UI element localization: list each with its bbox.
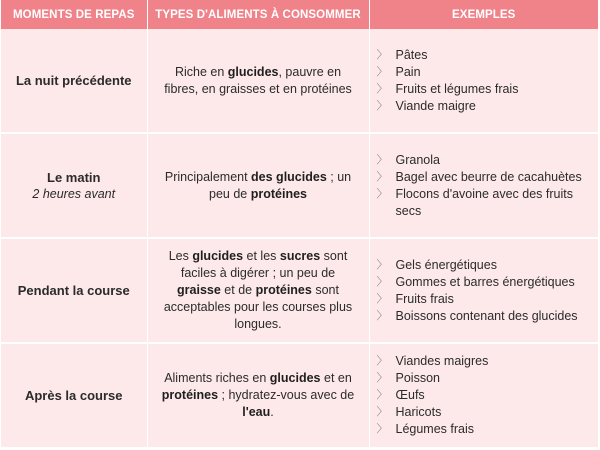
example-text: Haricots	[395, 405, 442, 419]
table-row	[1, 133, 598, 238]
list-item	[376, 257, 593, 274]
food-type-keyword: graisse	[177, 283, 221, 297]
examples-cell	[369, 238, 598, 343]
food-type-text: Aliments riches en	[164, 371, 270, 385]
food-type-keyword: l'eau	[242, 405, 271, 419]
chevron-right-icon: 〉	[376, 355, 388, 367]
meal-timing-table	[1, 0, 598, 449]
chevron-right-icon: 〉	[376, 170, 388, 183]
food-type-text: Riche en	[174, 64, 228, 79]
chevron-right-icon: 〉	[376, 48, 388, 61]
chevron-right-icon: 〉	[376, 275, 388, 288]
food-type-text: Les	[168, 249, 193, 263]
example-text: Gommes et barres énergétiques	[395, 274, 575, 289]
food-type-keyword: glucides	[192, 249, 244, 263]
food-type-text: sont faciles à digérer ; un peu de	[180, 249, 348, 280]
list-item	[376, 47, 593, 64]
example-text: Légumes frais	[395, 422, 475, 436]
examples-list	[376, 152, 593, 220]
example-text: Fruits et légumes frais	[395, 81, 519, 96]
examples-list	[376, 257, 593, 325]
food-types-cell	[147, 238, 369, 343]
meal-moment-sublabel: 2 heures avant	[32, 186, 116, 201]
list-item	[376, 81, 593, 98]
list-item	[376, 353, 593, 370]
list-item	[376, 169, 593, 186]
chevron-right-icon: 〉	[376, 309, 388, 322]
food-type-keyword: protéines	[250, 186, 307, 201]
food-type-text: .	[270, 405, 274, 419]
food-type-keyword: glucides	[227, 64, 279, 79]
examples-list	[376, 47, 593, 115]
food-type-text: et en	[320, 371, 352, 385]
header-food-types: TYPES D'ALIMENTS À CONSOMMER	[147, 0, 369, 29]
chevron-right-icon: 〉	[376, 292, 388, 305]
examples-cell	[369, 133, 598, 238]
list-item	[376, 64, 593, 81]
food-type-text: ; hydratez-vous avec de	[218, 388, 355, 402]
food-type-text: et les	[243, 249, 280, 263]
example-text: Flocons d'avoine avec des fruits secs	[395, 186, 573, 218]
examples-list	[376, 353, 593, 438]
header-moments: MOMENTS DE REPAS	[1, 0, 147, 29]
food-type-text: sont acceptables pour les courses plus longues.	[163, 283, 353, 331]
food-types-cell	[147, 29, 369, 133]
list-item	[376, 98, 593, 115]
table-header-row	[1, 0, 598, 29]
example-text: Viande maigre	[395, 98, 476, 113]
meal-moment-cell	[1, 29, 147, 133]
food-type-keyword: protéines	[161, 388, 219, 402]
food-type-text: ; un peu de	[209, 169, 352, 201]
chevron-right-icon: 〉	[376, 187, 388, 200]
chevron-right-icon: 〉	[376, 65, 388, 78]
chevron-right-icon: 〉	[376, 153, 388, 166]
example-text: Pain	[395, 64, 421, 79]
table-row	[1, 343, 598, 448]
list-item	[376, 308, 593, 325]
meal-moment-label: Le matin	[47, 169, 101, 185]
meal-moment-cell	[1, 343, 147, 448]
list-item	[376, 291, 593, 308]
example-text: Poisson	[395, 371, 440, 385]
food-type-keyword: sucres	[279, 249, 321, 263]
example-text: Granola	[395, 152, 440, 167]
chevron-right-icon: 〉	[376, 372, 388, 384]
list-item	[376, 274, 593, 291]
example-text: Boissons contenant des glucides	[395, 308, 578, 323]
table-row	[1, 29, 598, 133]
table-row	[1, 238, 598, 343]
example-text: Gels énergétiques	[395, 257, 497, 272]
meal-moment-label: Pendant la course	[17, 283, 130, 298]
header-examples: EXEMPLES	[369, 0, 598, 29]
list-item	[376, 387, 593, 404]
food-type-keyword: protéines	[255, 283, 312, 297]
food-type-text: , pauvre en fibres, en graisses et en protéines	[164, 64, 352, 96]
list-item	[376, 186, 593, 220]
chevron-right-icon: 〉	[376, 423, 388, 435]
meal-moment-cell	[1, 238, 147, 343]
example-text: Œufs	[395, 388, 425, 402]
example-text: Fruits frais	[395, 291, 454, 306]
example-text: Pâtes	[395, 47, 428, 62]
chevron-right-icon: 〉	[376, 99, 388, 112]
examples-cell	[369, 29, 598, 133]
list-item	[376, 404, 593, 421]
chevron-right-icon: 〉	[376, 258, 388, 271]
meal-moment-label: Après la course	[24, 388, 123, 403]
list-item	[376, 152, 593, 169]
food-type-keyword: glucides	[269, 371, 321, 385]
food-type-text: et de	[220, 283, 256, 297]
list-item	[376, 421, 593, 438]
meal-moment-cell	[1, 133, 147, 238]
example-text: Viandes maigres	[395, 354, 489, 368]
chevron-right-icon: 〉	[376, 406, 388, 418]
examples-cell	[369, 343, 598, 448]
meal-moment-label: La nuit précédente	[15, 73, 132, 88]
food-types-cell	[147, 133, 369, 238]
food-types-cell	[147, 343, 369, 448]
example-text: Bagel avec beurre de cacahuètes	[395, 169, 582, 184]
food-type-text: Principalement	[164, 169, 252, 184]
list-item	[376, 370, 593, 387]
chevron-right-icon: 〉	[376, 389, 388, 401]
food-type-keyword: des glucides	[251, 169, 327, 184]
chevron-right-icon: 〉	[376, 82, 388, 95]
